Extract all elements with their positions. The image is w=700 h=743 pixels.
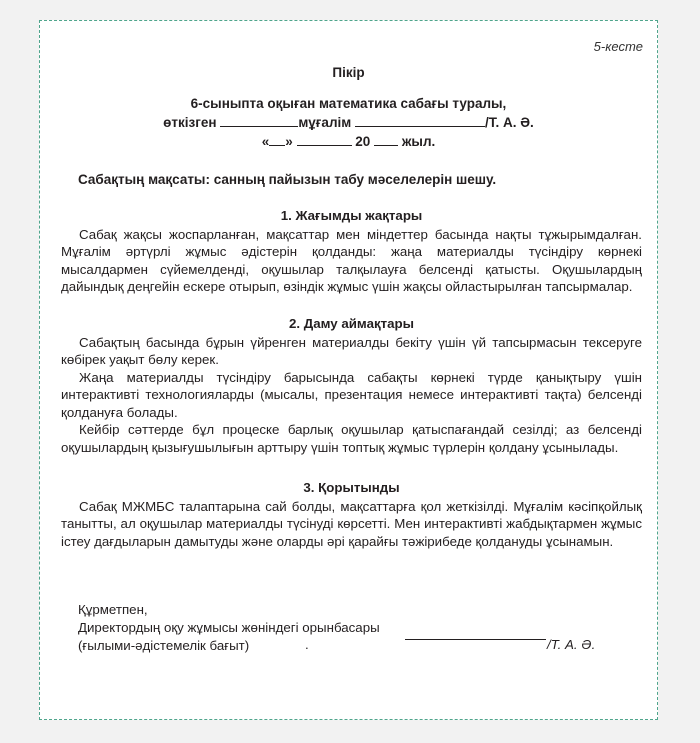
signature-initials: /Т. А. Ә.: [547, 637, 596, 652]
section-title: 1. Жағымды жақтары: [280, 208, 423, 223]
month-blank: [297, 133, 352, 146]
signature-position-detail: (ғылыми-әдістемелік бағыт): [78, 638, 250, 653]
year-blank: [374, 133, 398, 146]
section-paragraph: Сабақ МЖМБС талаптарына сай болды, мақсаттарға қол жеткізілді. Мұғалім кәсіпқойлық танытты, ал оқушылар материалды түсінуді көрсетті. Мен интерактивті жабдықтармен жұмыс істеу дағдыларын дамытуды және оларды әрі қарайғы тәжірибеде қолдануды ұсынамын.: [61, 498, 642, 549]
header-line-1: 6-сыныпта оқыған математика сабағы туралы,: [190, 96, 507, 111]
section-development: [61, 315, 642, 456]
section-paragraph: Сабақ жақсы жоспарланған, мақсаттар мен міндеттер басында нақты тұжырымдалған. Мұғалім әртүрлі жұмыс әдістерін қолданды: жаңа материалды түсіндіру көрнекі мысалдармен сүйемелденді, оқушылар талқылауға белсенді қатысты. Оқушылардың дайындық деңгейін ескере отырып, өзіндік жұмыс үшін жақсы ойластырылған тапсырмалар.: [61, 226, 642, 294]
year-suffix: жыл.: [401, 134, 436, 149]
lesson-purpose: Сабақтың мақсаты: санның пайызын табу мәселелерін шешу.: [78, 172, 497, 187]
header-conducted-label: өткізген: [163, 115, 217, 130]
signature-greeting: Құрметпен,: [78, 602, 148, 617]
document-title: Пікір: [332, 65, 365, 80]
header-line-2: [40, 114, 657, 130]
open-quote: «: [261, 134, 270, 149]
header-initials-label: /Т. А. Ә.: [485, 115, 534, 130]
teacher-name-blank: [355, 114, 485, 127]
section-title: 3. Қорытынды: [303, 480, 400, 495]
section-positive: [61, 207, 642, 296]
day-blank: [269, 133, 285, 146]
year-prefix: 20: [355, 134, 371, 149]
section-paragraph: Жаңа материалды түсіндіру барысында сабақты көрнекі түрде қанықтыру үшін интерактивті технологияларды (мысалы, презентация немесе интерактивті тақта) белсенді қолдануға болады.: [61, 369, 642, 420]
signature-line: [405, 639, 546, 640]
section-paragraph: Кейбір сәттерде бұл процеске барлық оқушылар қатыспағандай сезілді; аз белсенді оқушылардың қызығушылығын арттыру үшін топтық жұмыс түрлерін қолдану ұсынылады.: [61, 422, 642, 455]
section-paragraph: Сабақтың басында бұрын үйренген материалды бекіту үшін үй тапсырмасын тексеруге көбірек уақыт бөлу керек.: [61, 334, 642, 367]
section-title: 2. Даму аймақтары: [288, 316, 415, 331]
header-line-3: [40, 133, 657, 149]
header-teacher-label: мұғалім: [298, 115, 352, 130]
close-quote: »: [285, 134, 293, 149]
signature-dot: .: [305, 637, 309, 652]
grade-blank: [220, 114, 298, 127]
review-page: [39, 20, 658, 720]
signature-block: [78, 601, 380, 655]
section-conclusion: [61, 479, 642, 550]
table-number: 5-кесте: [593, 39, 643, 54]
signature-position: Директордың оқу жұмысы жөніндегі орынбасары: [78, 620, 380, 635]
